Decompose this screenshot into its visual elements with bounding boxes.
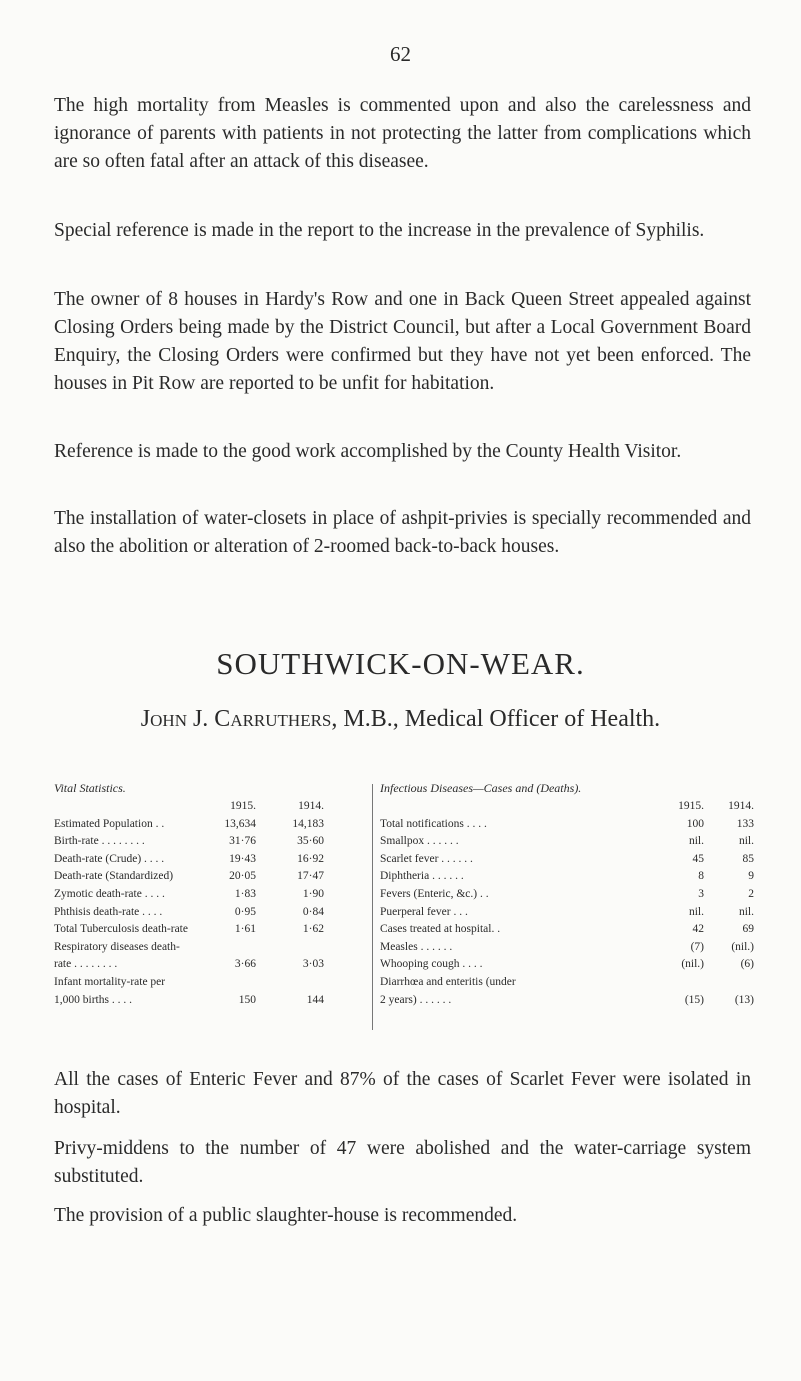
infectious-label-text: Diphtheria bbox=[380, 870, 430, 883]
vital-label-text: Phthisis death-rate bbox=[54, 905, 140, 918]
paragraph-closing-orders: The owner of 8 houses in Hardy's Row and one in Back Queen Street appealed against Closing Orders being made by the District Council, but after a Local Government Board Enquiry, the Closing Orders were confirmed but they have not yet been enforced. The houses in Pit Row are reported to be unfit for habitation. bbox=[54, 289, 751, 394]
infectious-row bbox=[380, 956, 754, 974]
infectious-row-label bbox=[380, 816, 487, 834]
infectious-row-label bbox=[380, 851, 473, 869]
vital-label-text: Death-rate (Standardized) bbox=[54, 870, 174, 883]
infectious-value-1914: 9 bbox=[748, 870, 754, 883]
vital-row bbox=[54, 921, 364, 939]
vital-row-label bbox=[54, 868, 173, 886]
infectious-label-text: 2 years) bbox=[380, 993, 417, 1006]
vital-value-1914: 14,183 bbox=[292, 817, 324, 830]
infectious-label-text: Smallpox bbox=[380, 835, 425, 848]
infectious-row bbox=[380, 816, 754, 834]
paragraph-health-visitor: Reference is made to the good work accomplished by the County Health Visitor. bbox=[54, 441, 682, 462]
vital-row-label bbox=[54, 974, 165, 992]
vital-statistics bbox=[54, 780, 364, 1009]
infectious-row-label bbox=[380, 886, 489, 904]
infectious-row bbox=[380, 974, 754, 992]
vital-row-label bbox=[54, 939, 180, 957]
vital-value-1914: 1·62 bbox=[302, 923, 324, 936]
infectious-row-label bbox=[380, 833, 459, 851]
infectious-value-1915: (15) bbox=[684, 993, 704, 1006]
infectious-leader-dots: . . bbox=[477, 887, 489, 900]
vital-value-1915: 13,634 bbox=[224, 817, 256, 830]
infectious-diseases-title: Infectious Diseases—Cases and (Deaths). bbox=[380, 781, 582, 795]
vital-value-1915: 1·83 bbox=[234, 887, 256, 900]
infectious-row-label bbox=[380, 868, 464, 886]
infectious-row-label bbox=[380, 974, 516, 992]
vital-value-1914: 1·90 bbox=[302, 887, 324, 900]
vital-leader-dots: . . . . bbox=[141, 852, 165, 865]
medical-officer-line bbox=[0, 706, 801, 733]
infectious-value-1915: (7) bbox=[690, 940, 704, 953]
vital-row-label bbox=[54, 956, 117, 974]
officer-name: John J. Carruthers bbox=[140, 706, 332, 732]
infectious-label-text: Whooping cough bbox=[380, 958, 460, 971]
infectious-row bbox=[380, 868, 754, 886]
vital-value-1915: 31·76 bbox=[229, 835, 256, 848]
column-divider bbox=[372, 784, 373, 1030]
paragraph-measles: The high mortality from Measles is commented upon and also the carelessness and ignorance of parents with patients in not protecting the latter from complications which are so often fatal after an attack of this diseasee. bbox=[54, 95, 751, 172]
vital-value-1915: 0·95 bbox=[234, 905, 256, 918]
infectious-value-1914: (6) bbox=[740, 958, 754, 971]
vital-row bbox=[54, 956, 364, 974]
infectious-value-1915: 42 bbox=[692, 923, 704, 936]
infectious-label-text: Diarrhœa and enteritis (under bbox=[380, 975, 516, 988]
vital-row-label bbox=[54, 921, 188, 939]
vital-label-text: Estimated Population bbox=[54, 817, 153, 830]
paragraph-privy-middens: Privy-middens to the number of 47 were abolished and the water-carriage system substituted. bbox=[54, 1138, 751, 1187]
infectious-value-1914: (nil.) bbox=[731, 940, 754, 953]
infectious-label-text: Puerperal fever bbox=[380, 905, 451, 918]
vital-row bbox=[54, 816, 364, 834]
infectious-value-1915: 45 bbox=[692, 852, 704, 865]
vital-value-1914: 17·47 bbox=[297, 870, 324, 883]
vital-years-header bbox=[54, 798, 364, 816]
vital-label-text: Total Tuberculosis death-rate bbox=[54, 923, 188, 936]
paragraph-slaughter-house: The provision of a public slaughter-house is recommended. bbox=[54, 1205, 518, 1226]
infectious-leader-dots: . . . . . . bbox=[438, 852, 473, 865]
vital-row bbox=[54, 851, 364, 869]
page-number: 62 bbox=[390, 42, 411, 66]
vital-leader-dots: . . . . . . . . bbox=[71, 958, 118, 971]
infectious-label-text: Measles bbox=[380, 940, 418, 953]
infectious-leader-dots: . . . . bbox=[463, 817, 487, 830]
infectious-year-1915: 1915. bbox=[678, 800, 704, 812]
vital-value-1914: 3·03 bbox=[302, 958, 324, 971]
infectious-row bbox=[380, 851, 754, 869]
vital-value-1914: 0·84 bbox=[302, 905, 324, 918]
infectious-row bbox=[380, 921, 754, 939]
vital-year-1914: 1914. bbox=[298, 800, 324, 812]
vital-row-label bbox=[54, 904, 162, 922]
vital-row-label bbox=[54, 816, 164, 834]
infectious-label-text: Scarlet fever bbox=[380, 852, 439, 865]
infectious-value-1914: nil. bbox=[738, 835, 754, 848]
vital-leader-dots: . . . . bbox=[141, 887, 165, 900]
infectious-year-1914: 1914. bbox=[728, 800, 754, 812]
paragraph-water-closets: The installation of water-closets in place of ashpit-privies is specially recommended and also the abolition or alteration of 2-roomed back-to-back houses. bbox=[54, 508, 751, 557]
infectious-value-1914: 133 bbox=[736, 817, 754, 830]
vital-label-text: Death-rate (Crude) bbox=[54, 852, 142, 865]
vital-label-text: Zymotic death-rate bbox=[54, 887, 142, 900]
infectious-leader-dots: . . . . . . bbox=[416, 993, 452, 1006]
infectious-value-1915: 8 bbox=[698, 870, 704, 883]
vital-leader-dots: . . . . . . . . bbox=[98, 835, 145, 848]
infectious-value-1914: 85 bbox=[742, 852, 754, 865]
vital-value-1915: 3·66 bbox=[234, 958, 256, 971]
officer-title: , M.B., Medical Officer of Health. bbox=[331, 706, 661, 732]
infectious-value-1915: 3 bbox=[698, 887, 704, 900]
vital-leader-dots: . . . . bbox=[108, 993, 132, 1006]
infectious-value-1914: nil. bbox=[738, 905, 754, 918]
infectious-row-label bbox=[380, 939, 452, 957]
vital-label-text: rate bbox=[54, 958, 72, 971]
vital-year-1915: 1915. bbox=[230, 800, 256, 812]
vital-statistics-title: Vital Statistics. bbox=[54, 781, 126, 795]
district-heading: SOUTHWICK-ON-WEAR. bbox=[216, 646, 585, 681]
infectious-row-label bbox=[380, 992, 451, 1010]
vital-row bbox=[54, 868, 364, 886]
infectious-leader-dots: . . . . . . bbox=[429, 870, 464, 883]
vital-value-1915: 20·05 bbox=[229, 870, 256, 883]
vital-value-1915: 1·61 bbox=[234, 923, 256, 936]
vital-label-text: 1,000 births bbox=[54, 993, 109, 1006]
infectious-leader-dots: . . . . bbox=[459, 958, 483, 971]
vital-row bbox=[54, 939, 364, 957]
vital-leader-dots: . . bbox=[152, 817, 165, 830]
infectious-leader-dots: . . . . . . bbox=[417, 940, 453, 953]
infectious-leader-dots: . . bbox=[491, 923, 501, 936]
vital-row-label bbox=[54, 992, 132, 1010]
statistics-table bbox=[54, 780, 754, 1040]
vital-value-1914: 144 bbox=[306, 993, 324, 1006]
vital-row bbox=[54, 833, 364, 851]
vital-row bbox=[54, 904, 364, 922]
infectious-value-1915: 100 bbox=[686, 817, 704, 830]
infectious-value-1914: 69 bbox=[742, 923, 754, 936]
vital-row-label bbox=[54, 833, 145, 851]
vital-label-text: Birth-rate bbox=[54, 835, 99, 848]
infectious-years-header bbox=[380, 798, 754, 816]
infectious-row bbox=[380, 904, 754, 922]
infectious-leader-dots: . . . . . . bbox=[424, 835, 459, 848]
vital-value-1915: 19·43 bbox=[229, 852, 256, 865]
infectious-label-text: Fevers (Enteric, &c.) bbox=[380, 887, 478, 900]
infectious-value-1914: (13) bbox=[734, 993, 754, 1006]
vital-row bbox=[54, 992, 364, 1010]
infectious-leader-dots: . . . bbox=[450, 905, 468, 918]
vital-label-text: Respiratory diseases death- bbox=[54, 940, 180, 953]
paragraph-isolation: All the cases of Enteric Fever and 87% of the cases of Scarlet Fever were isolated in hospital. bbox=[54, 1069, 751, 1118]
vital-label-text: Infant mortality-rate per bbox=[54, 975, 166, 988]
infectious-row bbox=[380, 992, 754, 1010]
vital-row bbox=[54, 974, 364, 992]
infectious-diseases bbox=[380, 780, 754, 1009]
infectious-label-text: Total notifications bbox=[380, 817, 464, 830]
vital-row-label bbox=[54, 851, 164, 869]
infectious-value-1915: (nil.) bbox=[681, 958, 704, 971]
infectious-label-text: Cases treated at hospital bbox=[380, 923, 492, 936]
vital-leader-dots: . . . . bbox=[139, 905, 163, 918]
infectious-value-1915: nil. bbox=[688, 905, 704, 918]
infectious-row-label bbox=[380, 921, 500, 939]
infectious-row bbox=[380, 939, 754, 957]
vital-row bbox=[54, 886, 364, 904]
infectious-value-1915: nil. bbox=[688, 835, 704, 848]
infectious-row-label bbox=[380, 956, 483, 974]
vital-value-1914: 35·60 bbox=[297, 835, 324, 848]
infectious-value-1914: 2 bbox=[748, 887, 754, 900]
paragraph-syphilis: Special reference is made in the report to the increase in the prevalence of Syphilis. bbox=[54, 220, 705, 241]
infectious-row bbox=[380, 886, 754, 904]
vital-value-1915: 150 bbox=[238, 993, 256, 1006]
infectious-row bbox=[380, 833, 754, 851]
infectious-row-label bbox=[380, 904, 468, 922]
vital-row-label bbox=[54, 886, 165, 904]
vital-value-1914: 16·92 bbox=[297, 852, 324, 865]
